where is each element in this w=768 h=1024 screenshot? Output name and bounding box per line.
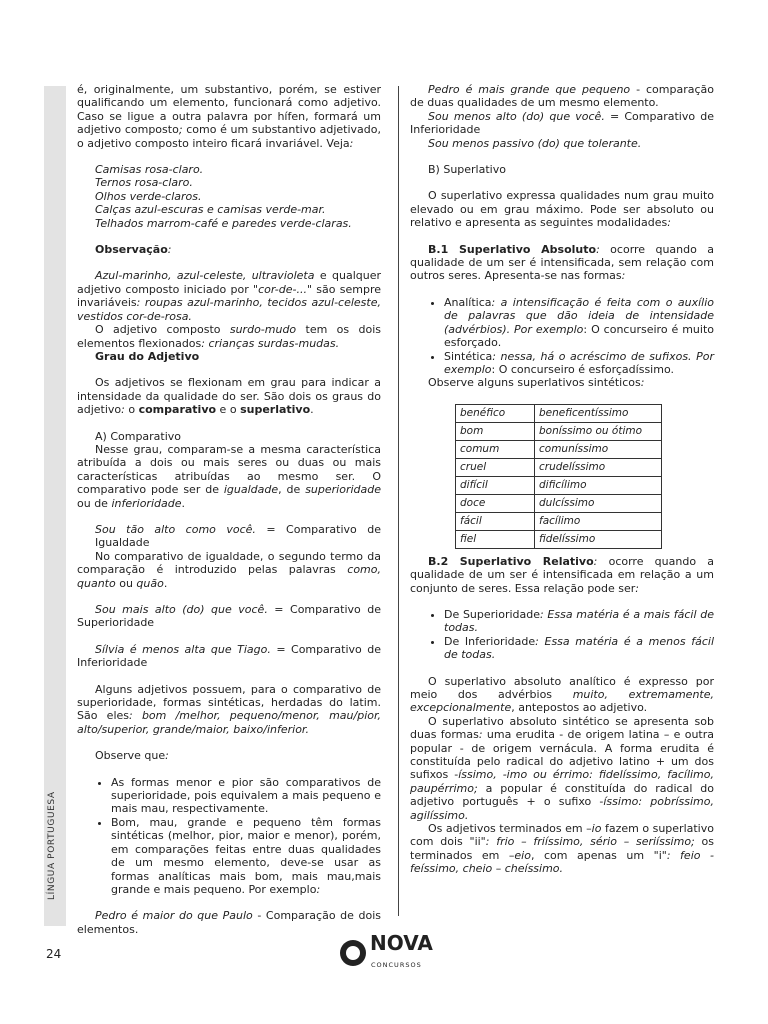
- table-row: [456, 512, 662, 530]
- superlativos-table: [455, 404, 662, 549]
- examples-list: [77, 163, 381, 230]
- paragraph-comparativo: Nesse grau, comparam-se a mesma característica atribuída a dois ou mais seres ou duas ou mais características atribuídas ao mesmo ser. O comparativo pode ser de igualdade, de superioridade ou de inferioridade.: [77, 442, 382, 510]
- table-cell: benéfico: [456, 404, 535, 422]
- subheading-comparativo: A) Comparativo: [95, 429, 182, 443]
- table-row: [456, 458, 662, 476]
- example-inferioridade-2: Sou menos alto (do) que você. = Comparativo de Inferioridade: [410, 109, 714, 137]
- subheading-superlativo: B) Superlativo: [428, 163, 506, 177]
- example-line: Ternos rosa-claro.: [95, 176, 193, 190]
- paragraph-absoluto: B.1 Superlativo Absoluto: ocorre quando a qualidade de um ser é intensificada, sem relação com outros seres. Apresenta-se nas formas:: [410, 242, 714, 283]
- paragraph-sinteticas: Alguns adjetivos possuem, para o comparativo de superioridade, formas sintéticas, herdadas do latim. São eles: bom /melhor, pequeno/menor, mau/pior, alto/superior, grande/maior, baixo/inferior.: [77, 682, 382, 736]
- table-cell: crudelíssimo: [535, 458, 662, 476]
- bullet-list-absoluto: [410, 296, 714, 376]
- table-cell: doce: [456, 494, 535, 512]
- table-row: [456, 422, 662, 440]
- table-row: [456, 440, 662, 458]
- section-heading-grau: Grau do Adjetivo: [95, 349, 200, 363]
- observe-alguns: Observe alguns superlativos sintéticos:: [428, 376, 645, 390]
- example-last: Pedro é maior do que Paulo - Comparação de dois elementos.: [77, 909, 382, 936]
- table-cell: beneficentíssimo: [535, 404, 662, 422]
- table-cell: bom: [456, 422, 535, 440]
- table-cell: fiel: [456, 530, 535, 548]
- table-cell: fácil: [456, 512, 535, 530]
- list-item: • As formas menor e pior são comparativos de superioridade, pois equivalem a mais pequeno e mais mau, respectivamente.: [111, 776, 381, 816]
- bullet-list-left: [77, 776, 381, 897]
- table-row: [456, 476, 662, 494]
- list-item: • Analítica: a intensificação é feita com o auxílio de palavras que dão ideia de intensidade (advérbios). Por exemplo: O concurseiro é muito esforçado.: [444, 296, 714, 350]
- list-item: • De Superioridade: Essa matéria é a mais fácil de todas.: [444, 608, 714, 635]
- table-cell: dificílimo: [535, 476, 662, 494]
- page-number: 24: [46, 947, 62, 961]
- observe-que: Observe que:: [95, 749, 169, 763]
- paragraph-grau: Os adjetivos se flexionam em grau para indicar a intensidade da qualidade do ser. São dois os graus do adjetivo: o comparativo e o superlativo.: [77, 376, 381, 417]
- table-cell: fidelíssimo: [535, 530, 662, 548]
- list-item: • Sintética: nessa, há o acréscimo de sufixos. Por exemplo: O concurseiro é esforçadíssimo.: [444, 350, 714, 377]
- paragraph-relativo: B.2 Superlativo Relativo: ocorre quando a qualidade de um ser é intensificada em relação a um conjunto de seres. Essa relação pode ser:: [410, 554, 715, 595]
- paragraph-absoluto-sintetico: O superlativo absoluto sintético se apresenta sob duas formas: uma erudita - de origem latina – e outra popular - de origem vernácula. A forma erudita é constituída pelo radical do adjetivo latino + um dos sufixos -íssimo, -imo ou érrimo: fidelíssimo, facílimo, paupérrimo; a popular é constituída do radical do adjetivo português + o sufixo -íssimo: pobríssimo, agilíssimo.: [410, 714, 715, 822]
- example-superioridade: Sou mais alto (do) que você. = Comparativo de Superioridade: [77, 603, 381, 630]
- table-cell: comum: [456, 440, 535, 458]
- table-cell: difícil: [456, 476, 535, 494]
- example-line: Telhados marrom-café e paredes verde-claras.: [95, 216, 352, 230]
- example-line: Olhos verde-claros.: [95, 189, 202, 203]
- table-row: [456, 404, 662, 422]
- paragraph-superlativo: O superlativo expressa qualidades num grau muito elevado ou em grau máximo. Pode ser absoluto ou relativo e apresenta as seguintes modalidades:: [410, 189, 714, 230]
- paragraph-intro: é, originalmente, um substantivo, porém, se estiver qualificando um elemento, funcionará como adjetivo. Caso se ligue a outra palavra por hífen, formará um adjetivo composto; como é um substantivo adjetivado, o adjetivo composto inteiro ficará invariável. Veja:: [77, 83, 381, 150]
- bullet-list-relativo: [410, 608, 714, 662]
- logo-subtitle: CONCURSOS: [371, 961, 422, 969]
- example-passivo: Sou menos passivo (do) que tolerante.: [428, 136, 642, 150]
- example-qualidades: Pedro é mais grande que pequeno - comparação de duas qualidades de um mesmo elemento.: [410, 83, 714, 110]
- example-line: Calças azul-escuras e camisas verde-mar.: [95, 203, 326, 217]
- nova-concursos-logo: [340, 931, 433, 970]
- example-inferioridade: Sílvia é menos alta que Tiago. = Comparativo de Inferioridade: [77, 642, 381, 670]
- table-row: [456, 530, 662, 548]
- example-igualdade: Sou tão alto como você. = Comparativo de Igualdade: [95, 522, 381, 550]
- left-column: [77, 83, 381, 936]
- list-item: • Bom, mau, grande e pequeno têm formas sintéticas (melhor, pior, maior e menor), porém, em comparações feitas entre duas qualidades de um mesmo elemento, deve-se usar as formas analíticas mais bom, mais mau,mais grande e mais pequeno. Por exemplo:: [111, 816, 381, 896]
- table-row: [456, 494, 662, 512]
- sidebar-label: LÍNGUA PORTUGUESA: [47, 791, 57, 900]
- logo-word: NOVA: [370, 931, 433, 955]
- observation-2: O adjetivo composto surdo-mudo tem os dois elementos flexionados: crianças surdas-mudas.: [77, 323, 381, 350]
- observation-1: Azul-marinho, azul-celeste, ultravioleta e qualquer adjetivo composto iniciado por "cor-de-..." são sempre invariáveis: roupas azul-marinho, tecidos azul-celeste, vestidos cor-de-rosa.: [77, 269, 381, 323]
- table-cell: boníssimo ou ótimo: [535, 422, 662, 440]
- example-line: Camisas rosa-claro.: [95, 163, 204, 177]
- paragraph-io: Os adjetivos terminados em –io fazem o superlativo com dois "ii": frio – friíssimo, sério – seriíssimo; os terminados em –eio, com apenas um "i": feio - feíssimo, cheio – cheíssimo.: [410, 822, 715, 876]
- table-cell: cruel: [456, 458, 535, 476]
- table-cell: dulcíssimo: [535, 494, 662, 512]
- logo-mark-icon: [340, 940, 366, 966]
- paragraph-igualdade: No comparativo de igualdade, o segundo termo da comparação é introduzido pelas palavras como, quanto ou quão.: [77, 549, 381, 590]
- observation-heading: Observação:: [95, 243, 172, 257]
- paragraph-absoluto-analitico: O superlativo absoluto analítico é expresso por meio dos advérbios muito, extremamente, excepcionalmente, antepostos ao adjetivo.: [410, 674, 714, 715]
- list-item: • De Inferioridade: Essa matéria é a menos fácil de todas.: [444, 635, 714, 662]
- column-divider: [398, 86, 399, 916]
- table-cell: facílimo: [535, 512, 662, 530]
- table-cell: comuníssimo: [535, 440, 662, 458]
- right-column: [410, 83, 714, 876]
